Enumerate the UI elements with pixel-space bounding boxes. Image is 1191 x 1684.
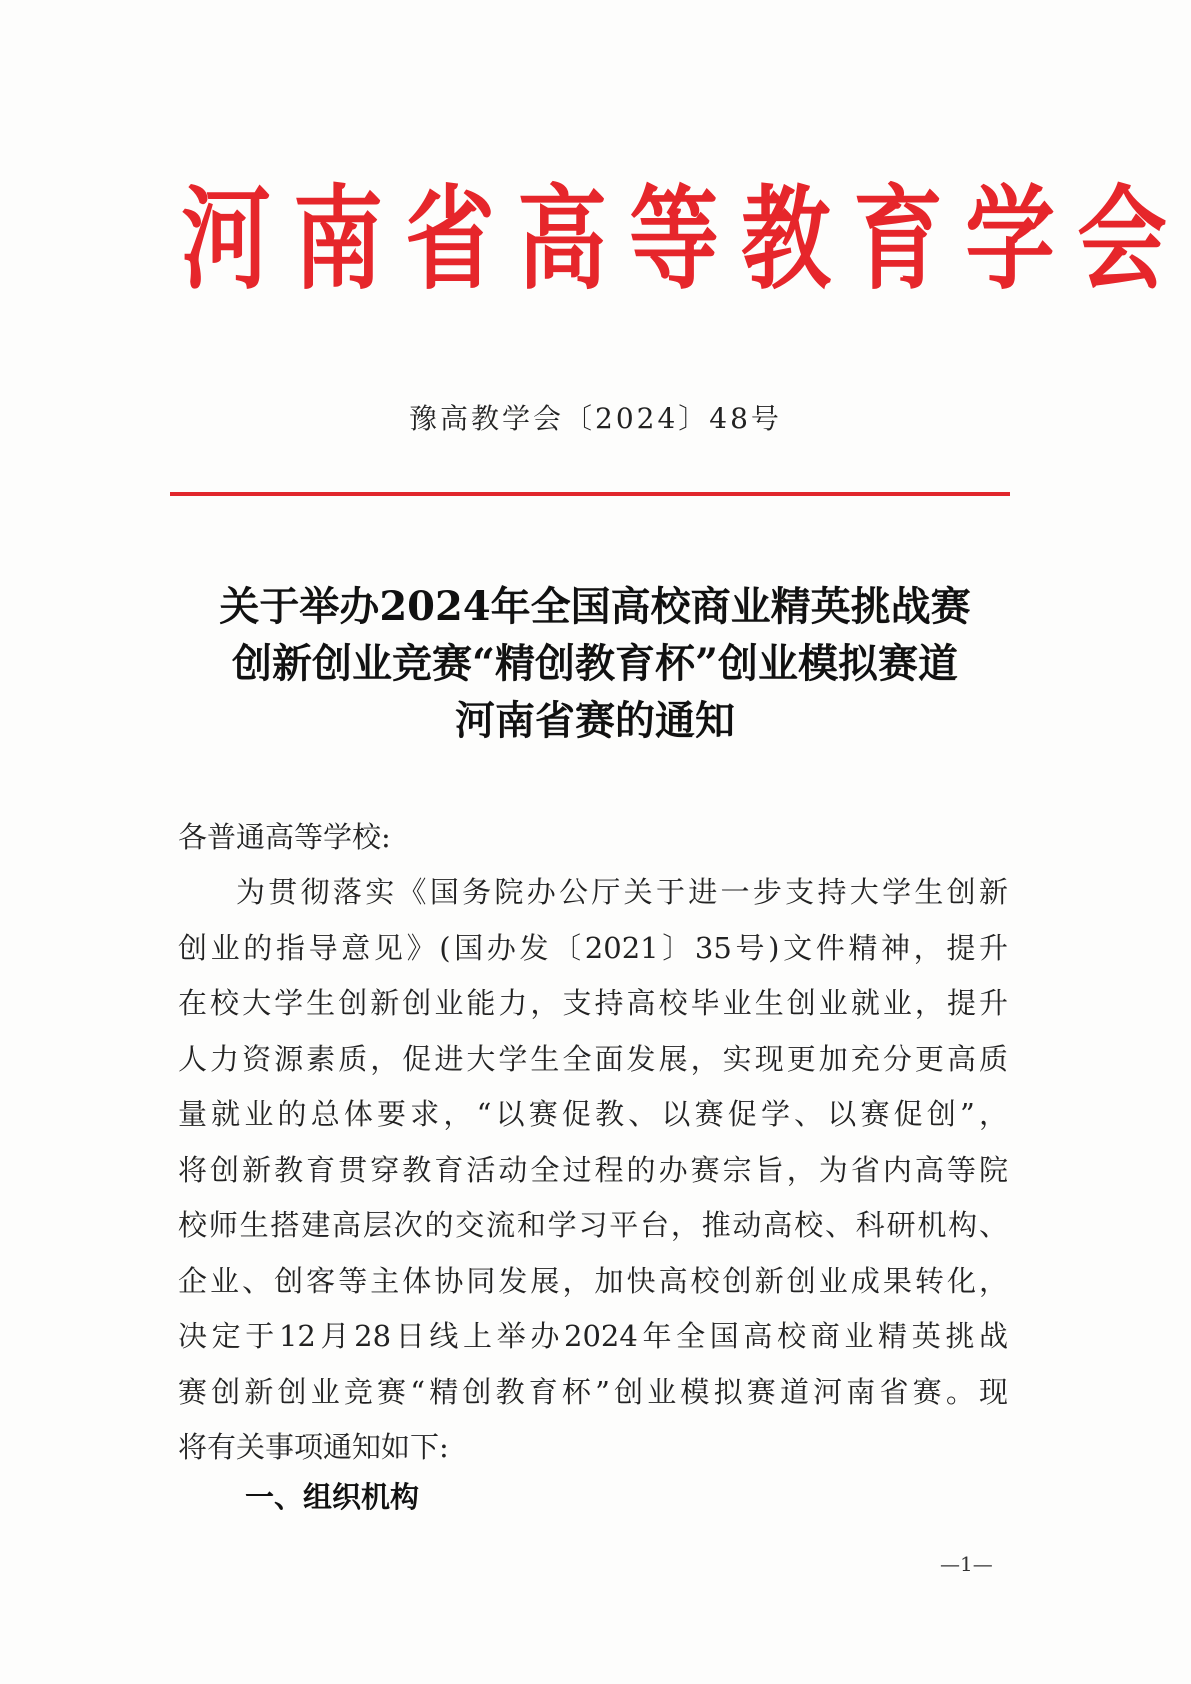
document-number: 豫高教学会〔2024〕48号: [409, 402, 782, 435]
organization-header: [170, 175, 1167, 305]
body-line: 校师生搭建高层次的交流和学习平台，推动高校、科研机构、: [178, 1208, 1008, 1242]
org-header-char: 学: [965, 175, 1055, 305]
salutation: 各普通高等学校:: [178, 820, 391, 854]
title-line: 创新创业竞赛“精创教育杯”创业模拟赛道: [231, 640, 958, 687]
org-header-char: 育: [853, 175, 943, 305]
body-paragraph: [178, 865, 1008, 1476]
org-header-char: 河: [181, 175, 271, 305]
body-line: 在校大学生创新创业能力，支持高校毕业生创业就业，提升: [178, 986, 1008, 1020]
body-line: 人力资源素质，促进大学生全面发展，实现更加充分更高质: [178, 1041, 1008, 1076]
body-line: 将有关事项通知如下:: [178, 1430, 449, 1464]
document-title: [160, 578, 1030, 749]
body-line: 量就业的总体要求，“以赛促教、以赛促学、以赛促创”，: [178, 1097, 1008, 1131]
title-line: 关于举办2024年全国高校商业精英挑战赛: [219, 583, 971, 630]
body-line: 创业的指导意见》(国办发〔2021〕35号)文件精神，提升: [178, 930, 1008, 965]
body-line: 为贯彻落实《国务院办公厅关于进一步支持大学生创新: [236, 875, 1008, 909]
body-line: 决定于12月28日线上举办2024年全国高校商业精英挑战: [178, 1319, 1008, 1353]
red-divider-line: [170, 492, 1010, 496]
org-header-char: 南: [293, 175, 383, 305]
page-number: —1—: [940, 1552, 993, 1576]
body-line: 将创新教育贯穿教育活动全过程的办赛宗旨，为省内高等院: [178, 1152, 1008, 1187]
title-line: 河南省赛的通知: [455, 697, 735, 744]
org-header-char: 教: [741, 175, 831, 305]
org-header-char: 会: [1077, 175, 1167, 305]
body-line: 企业、创客等主体协同发展，加快高校创新创业成果转化，: [178, 1263, 1008, 1298]
body-line: 赛创新创业竞赛“精创教育杯”创业模拟赛道河南省赛。现: [178, 1374, 1008, 1409]
org-header-char: 省: [405, 175, 495, 305]
org-header-char: 高: [517, 175, 607, 305]
org-header-char: 等: [629, 175, 719, 305]
section-heading: 一、组织机构: [245, 1480, 420, 1514]
